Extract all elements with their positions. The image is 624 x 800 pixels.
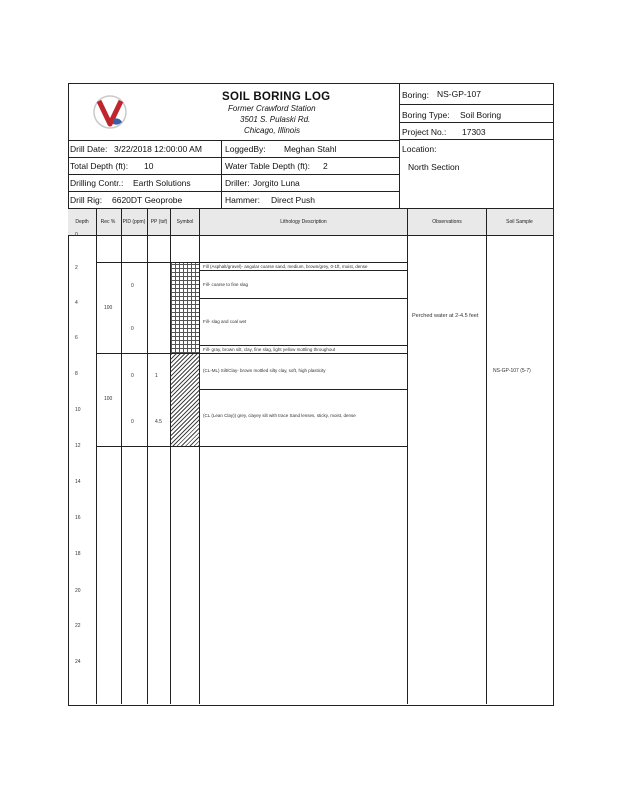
- total-depth-value: 10: [144, 161, 154, 171]
- total-depth-label: Total Depth (ft):: [70, 161, 129, 171]
- site-name: Former Crawford Station: [228, 104, 316, 113]
- location-value: North Section: [408, 162, 460, 172]
- lithology-entry: (CL (Lean Clay)) grey, clayey silt with trace Sand lenses, sticky, moist, dense: [203, 413, 356, 418]
- depth-tick: 24: [75, 659, 81, 665]
- boring-value: NS-GP-107: [437, 89, 481, 99]
- depth-tick: 22: [75, 623, 81, 629]
- site-city: Chicago, Illinois: [244, 126, 301, 135]
- depth-tick: 4: [75, 300, 78, 306]
- col-pid: PID (ppm): [122, 219, 146, 225]
- drilling-contractor-label: Drilling Contr.:: [70, 178, 124, 188]
- project-value: 17303: [462, 127, 486, 137]
- pid-value: 0: [131, 326, 134, 332]
- boring-type-label: Boring Type:: [402, 110, 450, 120]
- depth-tick: 12: [75, 443, 81, 449]
- driller-value: Jorgito Luna: [253, 178, 300, 188]
- fill-symbol: [171, 263, 199, 353]
- boring-label: Boring:: [402, 90, 429, 100]
- drill-date-label: Drill Date:: [70, 144, 108, 154]
- depth-tick: 2: [75, 265, 78, 271]
- log-title: SOIL BORING LOG: [222, 91, 331, 103]
- pp-value: 1: [155, 373, 158, 379]
- log-frame: [68, 83, 554, 706]
- hammer-value: Direct Push: [271, 195, 315, 205]
- depth-tick: 8: [75, 371, 78, 377]
- water-table-label: Water Table Depth (ft):: [225, 161, 311, 171]
- depth-tick: 20: [75, 588, 81, 594]
- site-address: 3501 S. Pulaski Rd.: [240, 115, 311, 124]
- recovery-value: 100: [104, 396, 113, 402]
- depth-tick: 6: [75, 335, 78, 341]
- boring-type-value: Soil Boring: [460, 110, 502, 120]
- depth-tick: 0: [75, 232, 78, 238]
- location-label: Location:: [402, 144, 437, 154]
- col-pp: PP (tsf): [150, 219, 168, 225]
- company-logo: [88, 92, 134, 134]
- depth-tick: 10: [75, 407, 81, 413]
- recovery-value: 100: [104, 305, 113, 311]
- water-table-value: 2: [323, 161, 328, 171]
- lithology-entry: Fill (Asphalt/gravel)- angular coarse sand, medium, brown/grey, 0-1ft, moist, dense: [203, 264, 368, 269]
- lithology-entry: Fill- gray, brown silt, clay, fine slag, light yellow mottling throughout: [203, 347, 336, 352]
- pp-value: 4.5: [155, 419, 162, 425]
- pid-value: 0: [131, 283, 134, 289]
- drill-date-value: 3/22/2018 12:00:00 AM: [114, 144, 202, 154]
- col-observations: Observations: [432, 219, 462, 225]
- lithology-entry: Fill- coarse to fine slag: [203, 282, 249, 287]
- col-lithology: Lithology Description: [280, 219, 327, 225]
- pid-value: 0: [131, 373, 134, 379]
- project-label: Project No.:: [402, 127, 447, 137]
- lithology-entry: Fill- slag and coal wet: [203, 319, 247, 324]
- col-depth: Depth: [75, 219, 89, 225]
- driller-label: Driller:: [225, 178, 250, 188]
- depth-tick: 18: [75, 551, 81, 557]
- drill-rig-value: 6620DT Geoprobe: [112, 195, 183, 205]
- logged-by-label: LoggedBy:: [225, 144, 266, 154]
- hammer-label: Hammer:: [225, 195, 260, 205]
- pid-value: 0: [131, 419, 134, 425]
- col-symbol: Symbol: [176, 219, 194, 225]
- drilling-contractor-value: Earth Solutions: [133, 178, 191, 188]
- logged-by-value: Meghan Stahl: [284, 144, 337, 154]
- drill-rig-label: Drill Rig:: [70, 195, 103, 205]
- col-soil-sample: Soil Sample: [506, 219, 533, 225]
- lithology-entry: (CL-ML) Silt/Clay- brown mottled silty clay, soft, high plasticity: [203, 368, 326, 373]
- clay-symbol: [171, 354, 199, 446]
- depth-tick: 16: [75, 515, 81, 521]
- soil-sample-id: NS-GP-107 (5-7): [493, 368, 531, 374]
- observation-note: Perched water at 2-4.5 feet: [412, 313, 479, 319]
- depth-tick: 14: [75, 479, 81, 485]
- col-recovery: Rec %: [100, 219, 116, 225]
